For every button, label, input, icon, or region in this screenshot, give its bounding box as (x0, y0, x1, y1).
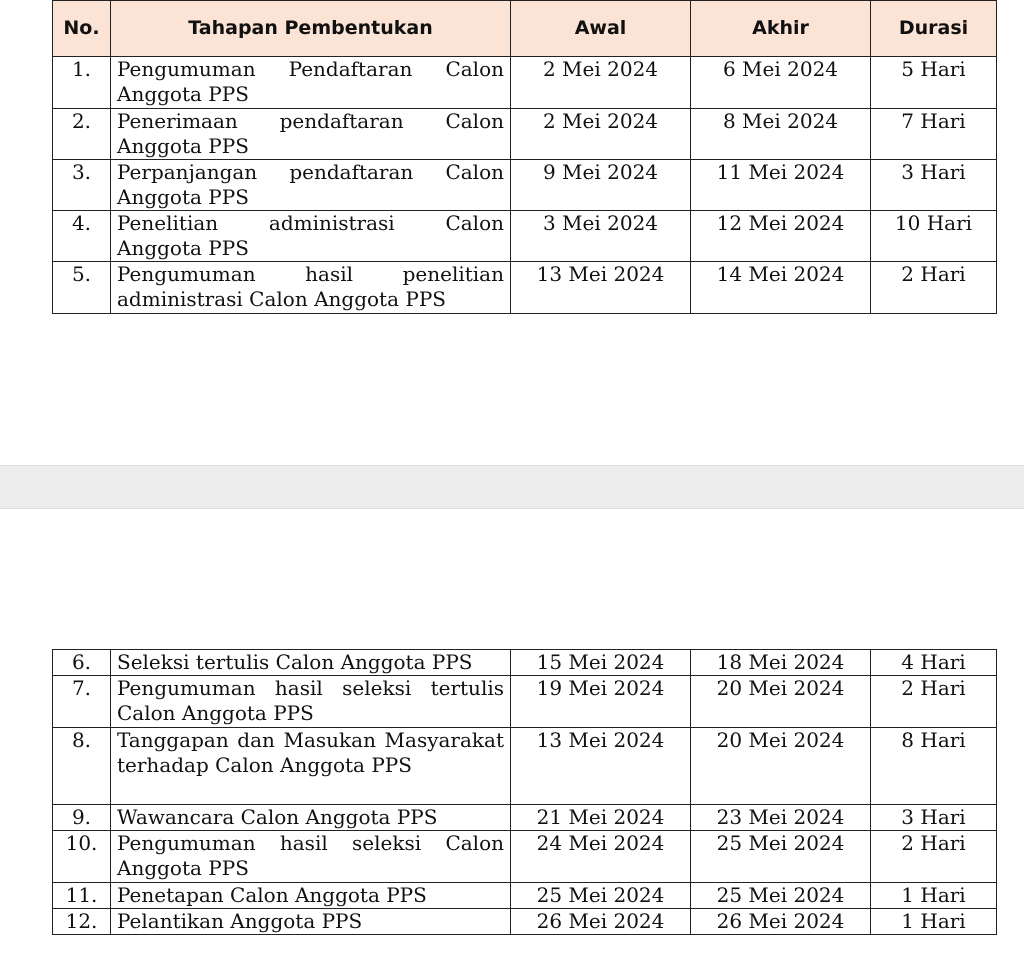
cell-akhir: 8 Mei 2024 (691, 109, 871, 160)
table-row (53, 57, 997, 109)
cell-akhir: 20 Mei 2024 (691, 728, 871, 805)
cell-durasi: 1 Hari (871, 909, 997, 935)
cell-no: 6. (53, 650, 111, 676)
cell-stage: Pelantikan Anggota PPS (111, 909, 511, 935)
header-awal: Awal (511, 1, 691, 57)
cell-stage: Pengumuman Pendaftaran Calon Anggota PPS (111, 57, 511, 109)
cell-no: 2. (53, 109, 111, 160)
cell-stage: Pengumuman hasil penelitian administrasi Calon Anggota PPS (111, 262, 511, 314)
cell-awal: 13 Mei 2024 (511, 728, 691, 805)
cell-durasi: 3 Hari (871, 805, 997, 831)
cell-no: 8. (53, 728, 111, 805)
table-row (53, 883, 997, 909)
page-separator (0, 465, 1024, 509)
cell-akhir: 23 Mei 2024 (691, 805, 871, 831)
table-row (53, 211, 997, 262)
cell-no: 1. (53, 57, 111, 109)
cell-durasi: 2 Hari (871, 676, 997, 728)
cell-akhir: 6 Mei 2024 (691, 57, 871, 109)
cell-stage: Pengumuman hasil seleksi Calon Anggota PPS (111, 831, 511, 883)
cell-stage: Wawancara Calon Anggota PPS (111, 805, 511, 831)
header-akhir: Akhir (691, 1, 871, 57)
cell-no: 7. (53, 676, 111, 728)
cell-no: 5. (53, 262, 111, 314)
cell-awal: 2 Mei 2024 (511, 109, 691, 160)
cell-no: 4. (53, 211, 111, 262)
header-no: No. (53, 1, 111, 57)
cell-durasi: 10 Hari (871, 211, 997, 262)
cell-akhir: 18 Mei 2024 (691, 650, 871, 676)
cell-stage: Tanggapan dan Masukan Masyarakat terhadap Calon Anggota PPS (111, 728, 511, 805)
cell-awal: 15 Mei 2024 (511, 650, 691, 676)
table-row (53, 262, 997, 314)
cell-awal: 2 Mei 2024 (511, 57, 691, 109)
cell-awal: 26 Mei 2024 (511, 909, 691, 935)
cell-stage: Pengumuman hasil seleksi tertulis Calon Anggota PPS (111, 676, 511, 728)
table-row (53, 109, 997, 160)
cell-awal: 25 Mei 2024 (511, 883, 691, 909)
cell-awal: 13 Mei 2024 (511, 262, 691, 314)
cell-akhir: 14 Mei 2024 (691, 262, 871, 314)
cell-akhir: 25 Mei 2024 (691, 883, 871, 909)
cell-durasi: 2 Hari (871, 831, 997, 883)
cell-awal: 21 Mei 2024 (511, 805, 691, 831)
cell-durasi: 4 Hari (871, 650, 997, 676)
cell-stage: Seleksi tertulis Calon Anggota PPS (111, 650, 511, 676)
cell-no: 10. (53, 831, 111, 883)
table-row (53, 676, 997, 728)
table-row (53, 650, 997, 676)
cell-awal: 24 Mei 2024 (511, 831, 691, 883)
cell-durasi: 5 Hari (871, 57, 997, 109)
cell-akhir: 12 Mei 2024 (691, 211, 871, 262)
cell-awal: 9 Mei 2024 (511, 160, 691, 211)
cell-no: 12. (53, 909, 111, 935)
cell-stage: Perpanjangan pendaftaran Calon Anggota PPS (111, 160, 511, 211)
table-row (53, 909, 997, 935)
document-page-bottom (0, 509, 1024, 964)
cell-durasi: 2 Hari (871, 262, 997, 314)
table-header-row (53, 1, 997, 57)
table-row (53, 805, 997, 831)
cell-stage: Penerimaan pendaftaran Calon Anggota PPS (111, 109, 511, 160)
cell-stage: Penelitian administrasi Calon Anggota PPS (111, 211, 511, 262)
cell-awal: 3 Mei 2024 (511, 211, 691, 262)
cell-durasi: 8 Hari (871, 728, 997, 805)
header-durasi: Durasi (871, 1, 997, 57)
table-row (53, 160, 997, 211)
cell-awal: 19 Mei 2024 (511, 676, 691, 728)
schedule-table-part-2 (52, 649, 997, 935)
cell-durasi: 1 Hari (871, 883, 997, 909)
cell-akhir: 25 Mei 2024 (691, 831, 871, 883)
cell-stage: Penetapan Calon Anggota PPS (111, 883, 511, 909)
header-stage: Tahapan Pembentukan (111, 1, 511, 57)
cell-durasi: 3 Hari (871, 160, 997, 211)
cell-no: 9. (53, 805, 111, 831)
cell-durasi: 7 Hari (871, 109, 997, 160)
cell-akhir: 20 Mei 2024 (691, 676, 871, 728)
table-row (53, 831, 997, 883)
cell-no: 3. (53, 160, 111, 211)
document-page-top (0, 0, 1024, 465)
cell-no: 11. (53, 883, 111, 909)
schedule-table-part-1 (52, 0, 997, 314)
table-row (53, 728, 997, 805)
cell-akhir: 26 Mei 2024 (691, 909, 871, 935)
cell-akhir: 11 Mei 2024 (691, 160, 871, 211)
